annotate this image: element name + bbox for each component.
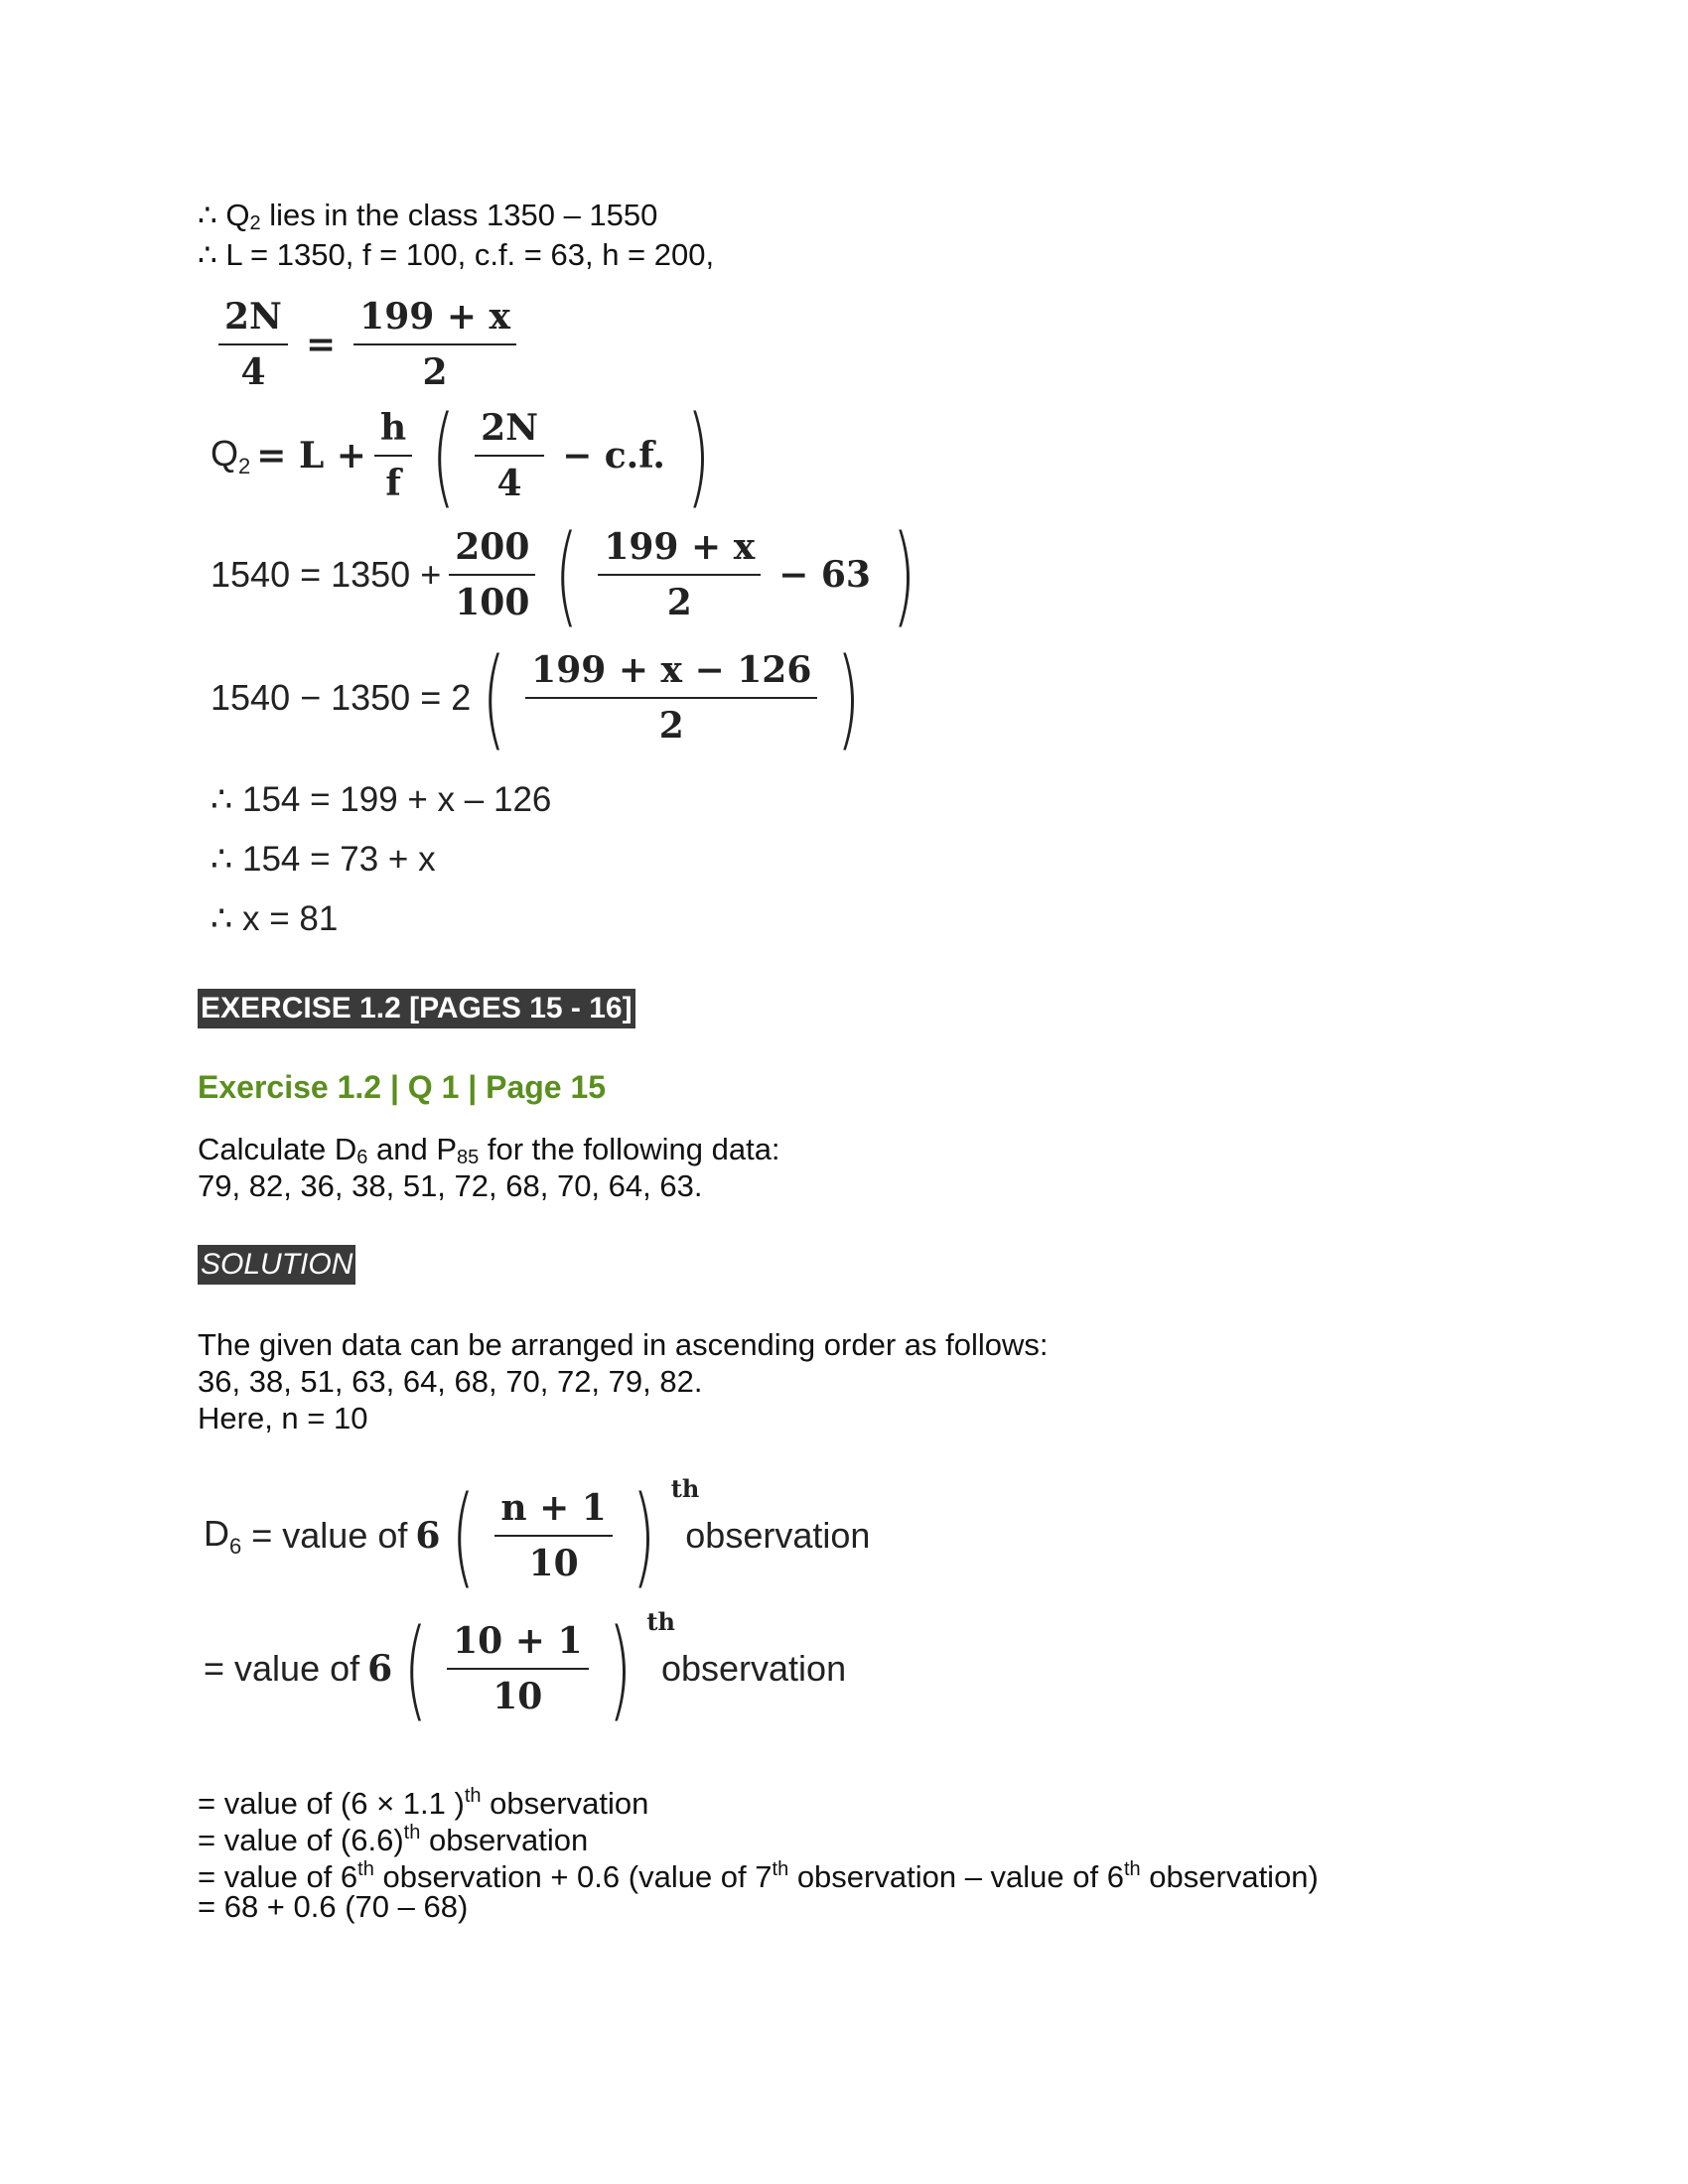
superscript: th — [464, 1785, 482, 1807]
denominator: 4 — [496, 463, 522, 504]
q2-label — [211, 433, 250, 479]
subscript: 85 — [457, 1147, 480, 1168]
value-of: = value of — [251, 1515, 408, 1556]
equation-d6-formula — [204, 1472, 871, 1599]
denominator: f — [385, 463, 401, 504]
right-paren: ) — [632, 1472, 656, 1599]
minus-63: − 63 — [778, 554, 871, 596]
superscript: th — [357, 1858, 374, 1880]
right-paren: ) — [608, 1605, 632, 1732]
fraction-n-plus-1 — [494, 1485, 612, 1586]
numerator: 2N — [218, 294, 288, 345]
exercise-header: EXERCISE 1.2 [PAGES 15 - 16] — [198, 989, 635, 1028]
equation-difference — [211, 634, 872, 761]
numerator: 199 + x — [598, 524, 761, 576]
equals-sign: = — [305, 324, 337, 365]
q-letter: Q — [211, 432, 239, 474]
text: = value of (6.6) — [198, 1823, 404, 1857]
text: = value of (6 × 1.1 ) — [198, 1786, 465, 1821]
denominator: 10 — [528, 1543, 579, 1584]
superscript-th: th — [670, 1473, 700, 1503]
fraction-inner — [598, 524, 761, 625]
subscript: 6 — [356, 1147, 368, 1168]
question-title: Exercise 1.2 | Q 1 | Page 15 — [198, 1069, 607, 1105]
subscript: 6 — [229, 1533, 242, 1559]
six: 6 — [415, 1515, 441, 1557]
fraction-2n-over-4 — [475, 405, 544, 506]
text: observation + 0.6 (value of 7 — [373, 1859, 773, 1894]
value-of: = value of — [204, 1648, 360, 1689]
equals-l-plus: = L + — [256, 435, 366, 477]
fraction-10-plus-1 — [447, 1618, 588, 1719]
numerator: n + 1 — [494, 1485, 612, 1537]
fraction — [218, 294, 288, 395]
fraction-inner — [525, 647, 817, 749]
right-paren: ) — [837, 634, 861, 761]
superscript-th: th — [646, 1606, 675, 1636]
denominator: 2 — [658, 705, 684, 747]
numerator: 199 + x — [353, 294, 516, 345]
text: and P — [367, 1132, 457, 1166]
text: observation — [481, 1786, 649, 1821]
calc-line-1: ∴ 154 = 199 + x – 126 — [211, 780, 552, 819]
superscript: th — [772, 1858, 789, 1880]
left-paren: ( — [403, 1605, 428, 1732]
numerator: 200 — [449, 524, 535, 576]
left-paren: ( — [431, 392, 456, 519]
equation-substitution — [211, 511, 927, 638]
left-paren: ( — [555, 511, 579, 638]
fraction — [353, 294, 516, 395]
text-q: ∴ Q — [198, 198, 250, 232]
numerator: 2N — [475, 405, 544, 457]
solution-line-1: The given data can be arranged in ascending order as follows: — [198, 1327, 1049, 1362]
lhs: 1540 = 1350 + — [211, 554, 442, 595]
subscript: 2 — [249, 212, 261, 234]
text: observation – value of 6 — [788, 1859, 1124, 1894]
denominator: 2 — [422, 351, 448, 393]
denominator: 2 — [666, 582, 692, 623]
denominator: 10 — [492, 1676, 543, 1717]
question-line-2: 79, 82, 36, 38, 51, 72, 68, 70, 64, 63. — [198, 1168, 703, 1203]
text: observation) — [1140, 1859, 1319, 1894]
numerator: 10 + 1 — [447, 1618, 588, 1670]
right-paren: ) — [686, 392, 711, 519]
d-letter: D — [204, 1512, 229, 1554]
superscript: th — [1123, 1858, 1141, 1880]
denominator: 4 — [240, 351, 266, 393]
text: Calculate D — [198, 1132, 357, 1166]
solution-label: SOLUTION — [198, 1245, 355, 1285]
equation-2n-over-4 — [211, 294, 524, 395]
left-paren: ( — [452, 1472, 476, 1599]
subscript: 2 — [238, 453, 251, 478]
observation: observation — [660, 1648, 847, 1689]
denominator: 100 — [455, 582, 530, 623]
d6-label — [204, 1513, 241, 1560]
lhs: 1540 − 1350 = 2 — [211, 677, 472, 718]
minus-cf: − c.f. — [562, 435, 665, 477]
text: = value of 6 — [198, 1859, 358, 1894]
text: observation — [420, 1823, 589, 1857]
text-rest: lies in the class 1350 – 1550 — [260, 198, 658, 232]
calc-line-2: ∴ 154 = 73 + x — [211, 840, 436, 879]
six: 6 — [367, 1648, 393, 1690]
numerator: 199 + x − 126 — [525, 647, 817, 699]
numerator: h — [374, 405, 412, 457]
text: for the following data: — [479, 1132, 780, 1166]
superscript: th — [403, 1822, 421, 1843]
solution-line-2: 36, 38, 51, 63, 64, 68, 70, 72, 79, 82. — [198, 1364, 703, 1399]
left-paren: ( — [482, 634, 506, 761]
right-paren: ) — [892, 511, 916, 638]
calc-line-3: ∴ x = 81 — [211, 899, 339, 938]
equation-d6-substituted — [204, 1605, 847, 1732]
step-line-4: = 68 + 0.6 (70 – 68) — [198, 1889, 469, 1924]
text-line-values: ∴ L = 1350, f = 100, c.f. = 63, h = 200, — [198, 237, 715, 272]
fraction-h-over-f — [374, 405, 412, 506]
equation-q2-formula — [211, 392, 722, 519]
fraction-200-over-100 — [449, 524, 535, 625]
solution-line-3: Here, n = 10 — [198, 1401, 368, 1435]
observation: observation — [685, 1515, 871, 1556]
